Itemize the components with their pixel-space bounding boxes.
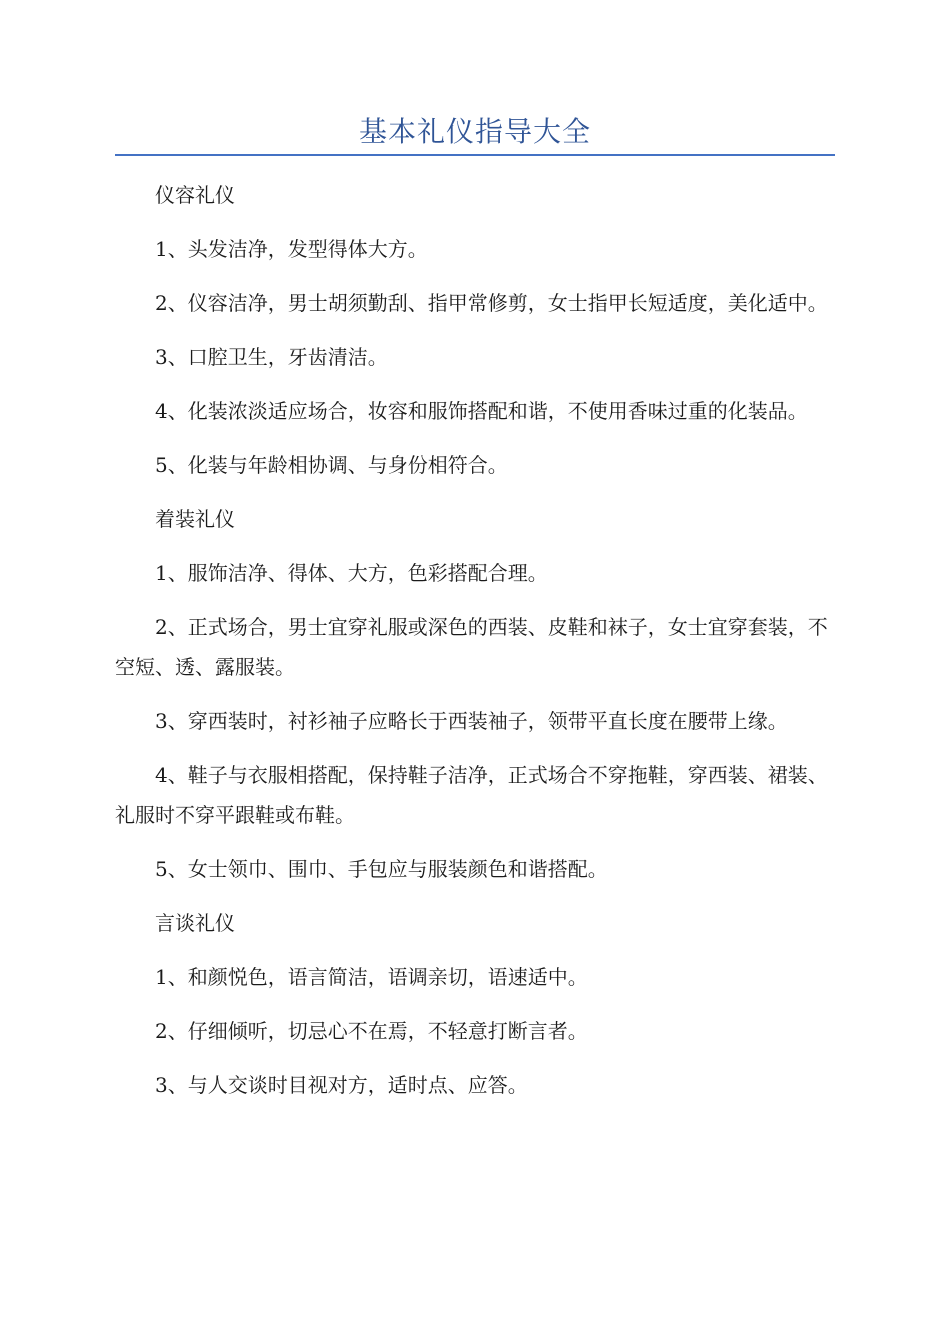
document-body	[115, 175, 835, 1119]
paragraph: 5、女士领巾、围巾、手包应与服装颜色和谐搭配。	[155, 857, 608, 881]
paragraph: 3、穿西装时，衬衫袖子应略长于西装袖子，领带平直长度在腰带上缘。	[155, 709, 788, 733]
section-heading-appearance: 仪容礼仪	[155, 183, 235, 207]
paragraph: 2、正式场合，男士宜穿礼服或深色的西装、皮鞋和袜子，女士宜穿套装，不空短、透、露服装。	[115, 615, 828, 679]
section-heading-dress: 着装礼仪	[155, 507, 235, 531]
paragraph: 1、和颜悦色，语言简洁，语调亲切，语速适中。	[155, 965, 588, 989]
paragraph: 5、化装与年龄相协调、与身份相符合。	[155, 453, 508, 477]
title-underline	[115, 154, 835, 156]
paragraph: 2、仪容洁净，男士胡须勤刮、指甲常修剪，女士指甲长短适度，美化适中。	[155, 291, 828, 315]
section-heading-speech: 言谈礼仪	[155, 911, 235, 935]
document-title: 基本礼仪指导大全	[358, 115, 591, 148]
paragraph: 3、与人交谈时目视对方，适时点、应答。	[155, 1073, 528, 1097]
paragraph: 4、化装浓淡适应场合，妆容和服饰搭配和谐，不使用香味过重的化装品。	[155, 399, 808, 423]
paragraph: 2、仔细倾听，切忌心不在焉，不轻意打断言者。	[155, 1019, 588, 1043]
paragraph: 1、服饰洁净、得体、大方，色彩搭配合理。	[155, 561, 548, 585]
paragraph: 4、鞋子与衣服相搭配，保持鞋子洁净，正式场合不穿拖鞋，穿西装、裙装、礼服时不穿平跟鞋或布鞋。	[115, 763, 828, 827]
paragraph: 1、头发洁净，发型得体大方。	[155, 237, 428, 261]
paragraph: 3、口腔卫生，牙齿清洁。	[155, 345, 388, 369]
